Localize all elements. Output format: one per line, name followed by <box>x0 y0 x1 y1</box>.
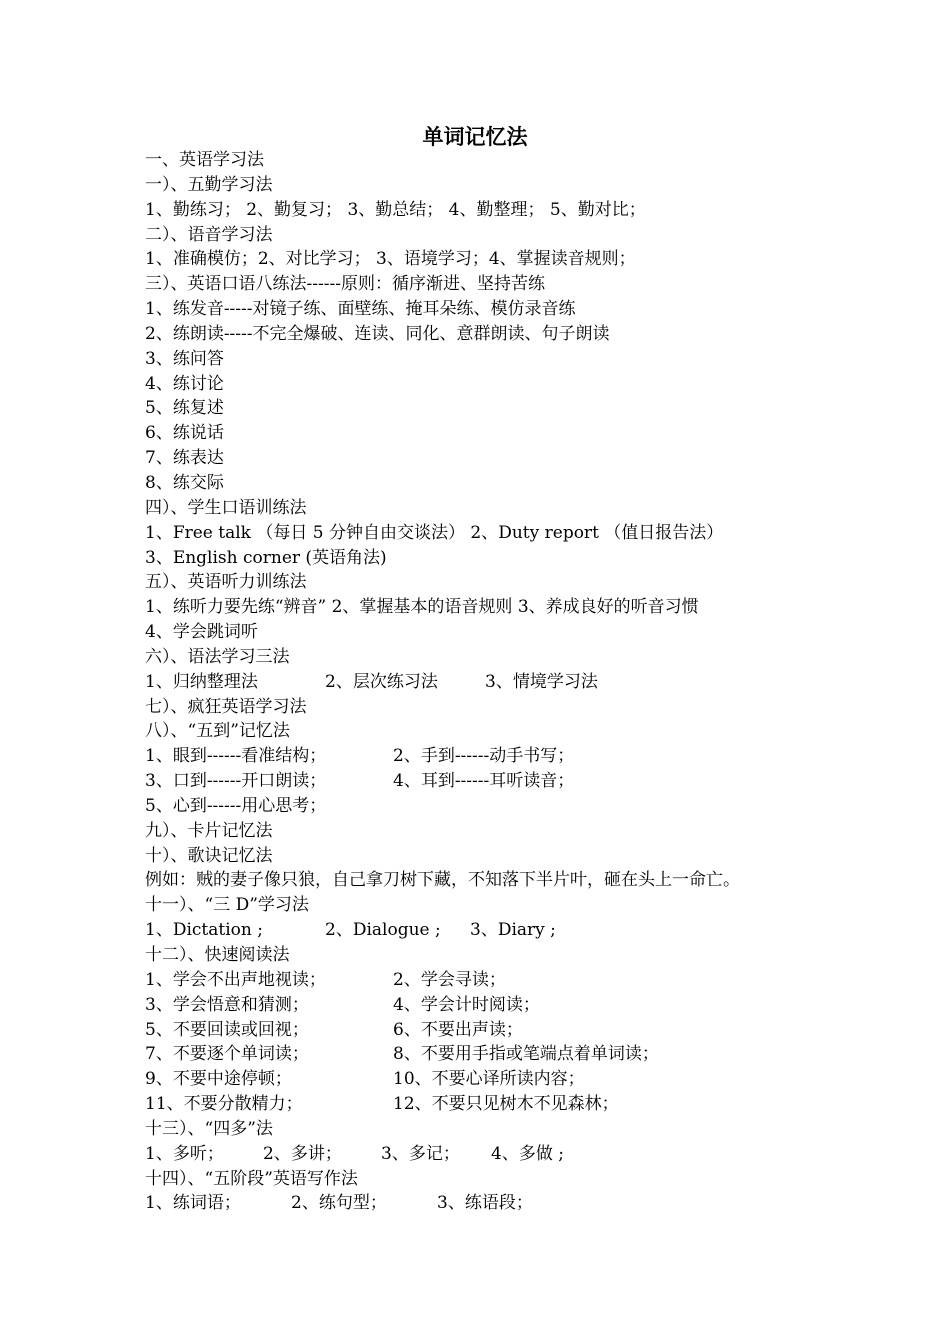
subsection-heading: 六）、语法学习三法 <box>145 646 290 667</box>
text-line: 4、练讨论 <box>145 373 224 394</box>
list-item: 7、不要逐个单词读； <box>145 1044 309 1065</box>
text-line: 例如：贼的妻子像只狼，自己拿刀树下藏，不知落下半片叶，砸在头上一命亡。 <box>145 870 740 891</box>
three-d-row <box>145 918 825 943</box>
list-item: 1、眼到------看准结构； <box>145 746 327 767</box>
grammar-methods-row <box>145 670 825 695</box>
fast-reading-row <box>145 1042 825 1067</box>
list-item: 9、不要中途停顿； <box>145 1069 292 1090</box>
fast-reading-row <box>145 1092 825 1117</box>
subsection-heading: 十一）、“三 D”学习法 <box>145 895 309 916</box>
subsection-heading: 五）、英语听力训练法 <box>145 572 307 593</box>
text-line: 1、Free talk （每日 5 分钟自由交谈法） 2、Duty report （值日报告法） <box>145 522 724 543</box>
list-item: 1、Dictation ; <box>145 920 263 941</box>
list-item: 4、学会计时阅读； <box>393 994 540 1015</box>
subsection-heading: 十二）、快速阅读法 <box>145 945 290 965</box>
fast-reading-row <box>145 993 825 1018</box>
list-item: 12、不要只见树木不见森林； <box>393 1094 619 1115</box>
text-line: 3、English corner (英语角法) <box>145 547 387 568</box>
list-item: 4、耳到------耳听读音； <box>393 771 575 792</box>
subsection-heading: 十）、歌诀记忆法 <box>145 845 273 866</box>
list-item: 2、多讲； <box>263 1143 342 1164</box>
text-line: 8、练交际 <box>145 472 224 493</box>
list-item: 3、口到------开口朗读； <box>145 771 327 792</box>
list-item: 2、手到------动手书写； <box>393 746 575 767</box>
list-item: 2、练句型； <box>291 1193 387 1214</box>
list-item: 2、层次练习法 <box>325 671 438 692</box>
subsection-heading: 二）、语音学习法 <box>145 224 273 245</box>
text-line: 1、勤练习； 2、勤复习； 3、勤总结； 4、勤整理； 5、勤对比； <box>145 199 646 220</box>
text-line: 6、练说话 <box>145 423 224 444</box>
list-item: 4、多做 ; <box>491 1143 564 1164</box>
list-item: 8、不要用手指或笔端点着单词读； <box>393 1044 659 1065</box>
list-item: 3、练语段； <box>437 1193 533 1214</box>
list-item: 1、练词语； <box>145 1193 241 1214</box>
list-item: 5、不要回读或回视； <box>145 1019 309 1040</box>
text-line: 2、练朗读-----不完全爆破、连读、同化、意群朗读、句子朗读 <box>145 323 610 344</box>
four-more-row <box>145 1142 825 1167</box>
text-line: 3、练问答 <box>145 348 224 369</box>
fast-reading-row <box>145 1018 825 1043</box>
subsection-heading: 十四）、“五阶段”英语写作法 <box>145 1168 358 1189</box>
text-line: 1、练听力要先练“辨音” 2、掌握基本的语音规则 3、养成良好的听音习惯 <box>145 597 699 618</box>
subsection-heading: 三）、英语口语八练法------原则：循序渐进、坚持苦练 <box>145 274 545 295</box>
fast-reading-row <box>145 1067 825 1092</box>
subsection-heading: 一）、五勤学习法 <box>145 174 273 195</box>
list-item: 10、不要心译所读内容； <box>393 1069 585 1090</box>
list-item: 1、学会不出声地视读； <box>145 969 326 990</box>
list-item: 6、不要出声读； <box>393 1019 523 1040</box>
list-item: 2、Dialogue ; <box>325 920 441 941</box>
list-item: 3、学会悟意和猜测； <box>145 994 309 1015</box>
list-item: 11、不要分散精力； <box>145 1094 303 1115</box>
list-item: 3、情境学习法 <box>485 671 598 692</box>
text-line: 5、练复述 <box>145 398 224 419</box>
text-line: 7、练表达 <box>145 448 224 469</box>
list-item: 1、多听； <box>145 1143 224 1164</box>
list-item: 3、Diary ; <box>470 920 556 941</box>
text-line: 1、准确模仿；2、对比学习； 3、语境学习；4、掌握读音规则； <box>145 249 636 270</box>
list-item: 2、学会寻读； <box>393 969 506 990</box>
five-to-row <box>145 769 825 794</box>
document-body <box>145 148 825 1216</box>
five-to-row <box>145 744 825 769</box>
section-heading: 一、英语学习法 <box>145 150 264 170</box>
list-item: 1、归纳整理法 <box>145 671 258 692</box>
subsection-heading: 四）、学生口语训练法 <box>145 497 307 518</box>
fast-reading-row <box>145 968 825 993</box>
document-title: 单词记忆法 <box>422 124 528 149</box>
subsection-heading: 九）、卡片记忆法 <box>145 820 273 841</box>
writing-stages-row <box>145 1191 825 1216</box>
subsection-heading: 十三）、“四多”法 <box>145 1118 273 1139</box>
subsection-heading: 八）、“五到”记忆法 <box>145 721 290 742</box>
list-item: 3、多记； <box>381 1143 460 1164</box>
text-line: 5、心到------用心思考； <box>145 795 327 816</box>
subsection-heading: 七）、疯狂英语学习法 <box>145 696 307 717</box>
text-line: 4、学会跳词听 <box>145 622 258 643</box>
text-line: 1、练发音-----对镜子练、面壁练、掩耳朵练、模仿录音练 <box>145 299 576 320</box>
